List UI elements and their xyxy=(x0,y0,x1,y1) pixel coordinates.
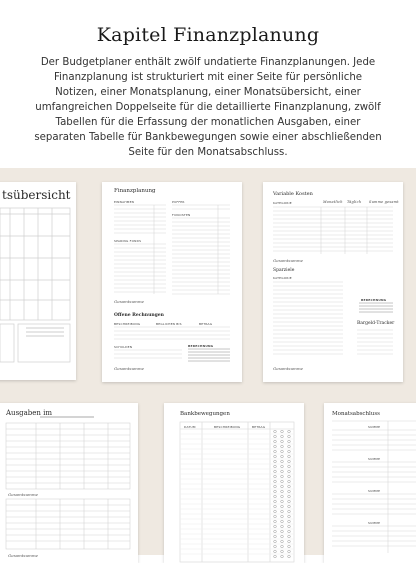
col-summe-4: SUMME xyxy=(368,521,381,525)
variable-kosten-title: Variable Kosten xyxy=(273,191,313,197)
sparziele-title: Sparziele xyxy=(273,268,295,273)
ausgaben-table xyxy=(0,403,138,563)
col-schulden: SCHULDEN xyxy=(114,345,133,349)
variable-kosten-lines xyxy=(263,182,403,382)
variable-signature: Gesamtsumme xyxy=(273,258,303,263)
page-title: Kapitel Finanzplanung xyxy=(96,24,320,46)
ausgaben-signature: Gesamtsumme xyxy=(8,492,38,497)
bargeld-tracker-title: Bargeld-Tracker xyxy=(357,321,395,326)
col-beschreibung: BESCHREIBUNG xyxy=(114,322,141,326)
calendar-grid xyxy=(0,182,76,380)
col-beglichen: BEGLICHEN BIS xyxy=(156,322,182,326)
berechnung-label: BERECHNUNG xyxy=(188,344,214,348)
col-summe-1: SUMME xyxy=(368,425,381,429)
finanzplanung-signature-2: Gesamtsumme xyxy=(114,366,144,371)
page-finanzplanung xyxy=(102,182,242,382)
bank-table xyxy=(164,403,304,563)
col-fixkosten: FIXKOSTEN xyxy=(172,213,191,217)
col-puffer: PUFFER xyxy=(172,200,185,204)
finanzplanung-title: Finanzplanung xyxy=(114,188,156,194)
finanzplanung-signature: Gesamtsumme xyxy=(114,299,144,304)
ausgaben-title: Ausgaben im xyxy=(6,409,53,417)
col-einnahmen: EINNAHMEN xyxy=(114,200,135,204)
page-monatsuebersicht xyxy=(0,182,76,380)
offene-rechnungen-title: Offene Rechnungen xyxy=(114,313,164,318)
intro-text: Der Budgetplaner enthält zwölf undatierte Finanzplanungen. Jede Finanzplanung ist strukturiert mit einer Seite für persönliche Notizen, einer Monatsplanung, einer Monatsübersicht, einer umfangreichen Doppelseite für die detaillierte Finanzplanung, zwölf Tabellen für die Erfassung der monatlichen Ausgaben, einer separaten Tabelle für Bankbewegungen sowie einer abschließenden Seite für den Monatsabschluss. xyxy=(34,57,382,158)
monatsabschluss-lines xyxy=(324,403,416,563)
page-monatsabschluss xyxy=(324,403,416,563)
page-bankbewegungen xyxy=(164,403,304,563)
col-summe: Summe gesamt xyxy=(369,200,399,204)
col-betrag-bank: BETRAG xyxy=(252,425,266,429)
col-kategorie: KATEGORIE xyxy=(273,201,292,205)
finanzplanung-lines xyxy=(102,182,242,382)
col-kategorie-2: KATEGORIE xyxy=(273,276,292,280)
col-summe-2: SUMME xyxy=(368,457,381,461)
monatsabschluss-title: Monatsabschluss xyxy=(332,411,380,417)
col-summe-3: SUMME xyxy=(368,489,381,493)
col-taeglich: Täglich xyxy=(347,200,362,204)
berechnung-label-2: BERECHNUNG xyxy=(361,298,387,302)
col-betrag: BETRAG xyxy=(199,322,213,326)
variable-signature-2: Gesamtsumme xyxy=(273,366,303,371)
col-beschreibung-bank: BESCHREIBUNG xyxy=(214,425,241,429)
page-ausgaben xyxy=(0,403,138,563)
col-monatlich: Monatlich xyxy=(323,200,343,204)
page-monatsuebersicht-title: tsübersicht xyxy=(2,188,71,202)
bankbewegungen-title: Bankbewegungen xyxy=(180,411,230,417)
header-area xyxy=(0,0,416,168)
page-variable-kosten xyxy=(263,182,403,382)
col-datum: DATUM xyxy=(184,425,196,429)
ausgaben-signature-2: Gesamtsumme xyxy=(8,553,38,558)
col-sparing: SPARING FONDS xyxy=(114,239,142,243)
